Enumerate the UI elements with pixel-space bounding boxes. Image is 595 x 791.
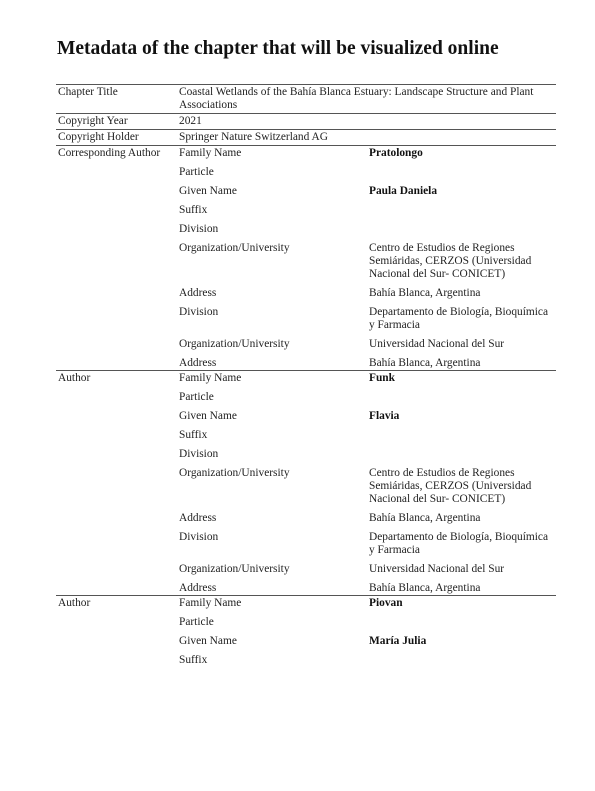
field-value: Departamento de Biología, Bioquímica y Farmacia: [369, 531, 549, 556]
field-value: Bahía Blanca, Argentina: [369, 512, 481, 524]
field-value: [367, 613, 556, 632]
field-value: Pratolongo: [367, 146, 556, 164]
field-name: Particle: [179, 616, 214, 628]
field-value: Piovan: [367, 596, 556, 614]
metadata-table: [56, 84, 556, 667]
row-label: Copyright Year: [56, 114, 177, 130]
table-row: [56, 426, 556, 445]
role-label-empty: [56, 163, 177, 182]
role-label-empty: [56, 303, 177, 335]
field-value: Universidad Nacional del Sur: [369, 338, 505, 350]
table-row: [56, 220, 556, 239]
row-value: 2021: [177, 114, 556, 130]
table-row: [56, 560, 556, 579]
field-name: Division: [179, 448, 219, 460]
table-row: [56, 335, 556, 354]
metadata-table-body: [56, 85, 556, 668]
role-label-empty: [56, 388, 177, 407]
table-row: [56, 528, 556, 560]
table-row: [56, 284, 556, 303]
field-value: Bahía Blanca, Argentina: [369, 582, 481, 594]
field-value: María Julia: [369, 635, 427, 647]
role-label-empty: [56, 509, 177, 528]
table-row: [56, 596, 556, 614]
field-name: Family Name: [177, 146, 367, 164]
table-row: [56, 163, 556, 182]
field-name: Address: [179, 582, 217, 594]
field-value: Departamento de Biología, Bioquímica y Farmacia: [369, 306, 549, 331]
field-name: Given Name: [179, 185, 237, 197]
table-row: [56, 239, 556, 284]
table-row: [56, 130, 556, 146]
field-value: Centro de Estudios de Regiones Semiáridas, CERZOS (Universidad Nacional del Sur- CONICET): [369, 467, 532, 505]
field-value: Funk: [367, 371, 556, 389]
row-value: Springer Nature Switzerland AG: [177, 130, 556, 146]
field-value: Bahía Blanca, Argentina: [369, 287, 481, 299]
field-name: Division: [179, 306, 219, 318]
table-row: [56, 201, 556, 220]
field-value: [367, 651, 556, 667]
field-name: Organization/University: [179, 467, 290, 479]
row-label: Copyright Holder: [56, 130, 177, 146]
table-row: [56, 579, 556, 596]
field-name: Address: [179, 287, 217, 299]
field-value: [367, 220, 556, 239]
table-row: [56, 146, 556, 164]
role-label-empty: [56, 528, 177, 560]
row-label: Chapter Title: [56, 85, 177, 114]
role-label: Corresponding Author: [56, 146, 177, 164]
role-label-empty: [56, 651, 177, 667]
field-value: [367, 388, 556, 407]
role-label-empty: [56, 613, 177, 632]
table-row: [56, 445, 556, 464]
field-value: Flavia: [369, 410, 400, 422]
table-row: [56, 114, 556, 130]
field-value: [367, 163, 556, 182]
table-row: [56, 651, 556, 667]
table-row: [56, 354, 556, 371]
field-value: [367, 445, 556, 464]
field-name: Suffix: [179, 654, 208, 666]
field-value: Bahía Blanca, Argentina: [369, 357, 481, 369]
role-label-empty: [56, 284, 177, 303]
page-title: Metadata of the chapter that will be visualized online: [57, 38, 499, 59]
field-name: Given Name: [179, 410, 237, 422]
field-value: Paula Daniela: [369, 185, 438, 197]
table-row: [56, 85, 556, 114]
field-name: Particle: [179, 391, 214, 403]
role-label-empty: [56, 632, 177, 651]
field-value: [367, 201, 556, 220]
role-label-empty: [56, 445, 177, 464]
field-name: Organization/University: [179, 338, 290, 350]
table-row: [56, 371, 556, 389]
field-name: Given Name: [179, 635, 237, 647]
role-label-empty: [56, 464, 177, 509]
field-name: Suffix: [179, 204, 208, 216]
table-row: [56, 509, 556, 528]
role-label-empty: [56, 560, 177, 579]
role-label-empty: [56, 426, 177, 445]
role-label-empty: [56, 220, 177, 239]
field-name: Particle: [179, 166, 214, 178]
table-row: [56, 407, 556, 426]
role-label-empty: [56, 201, 177, 220]
field-name: Organization/University: [179, 563, 290, 575]
table-row: [56, 464, 556, 509]
field-value: Universidad Nacional del Sur: [369, 563, 505, 575]
role-label-empty: [56, 407, 177, 426]
role-label-empty: [56, 239, 177, 284]
role-label: Author: [56, 371, 177, 389]
field-name: Division: [179, 223, 219, 235]
row-value: Coastal Wetlands of the Bahía Blanca Estuary: Landscape Structure and Plant Associations: [177, 85, 556, 114]
role-label-empty: [56, 579, 177, 596]
role-label-empty: [56, 354, 177, 371]
table-row: [56, 388, 556, 407]
field-name: Division: [179, 531, 219, 543]
field-name: Organization/University: [179, 242, 290, 254]
field-value: Centro de Estudios de Regiones Semiáridas, CERZOS (Universidad Nacional del Sur- CONICET): [369, 242, 532, 280]
role-label-empty: [56, 335, 177, 354]
field-name: Address: [179, 512, 217, 524]
field-name: Family Name: [177, 371, 367, 389]
field-name: Suffix: [179, 429, 208, 441]
table-row: [56, 182, 556, 201]
field-name: Family Name: [177, 596, 367, 614]
table-row: [56, 632, 556, 651]
table-row: [56, 613, 556, 632]
role-label: Author: [56, 596, 177, 614]
table-row: [56, 303, 556, 335]
field-value: [367, 426, 556, 445]
role-label-empty: [56, 182, 177, 201]
field-name: Address: [179, 357, 217, 369]
